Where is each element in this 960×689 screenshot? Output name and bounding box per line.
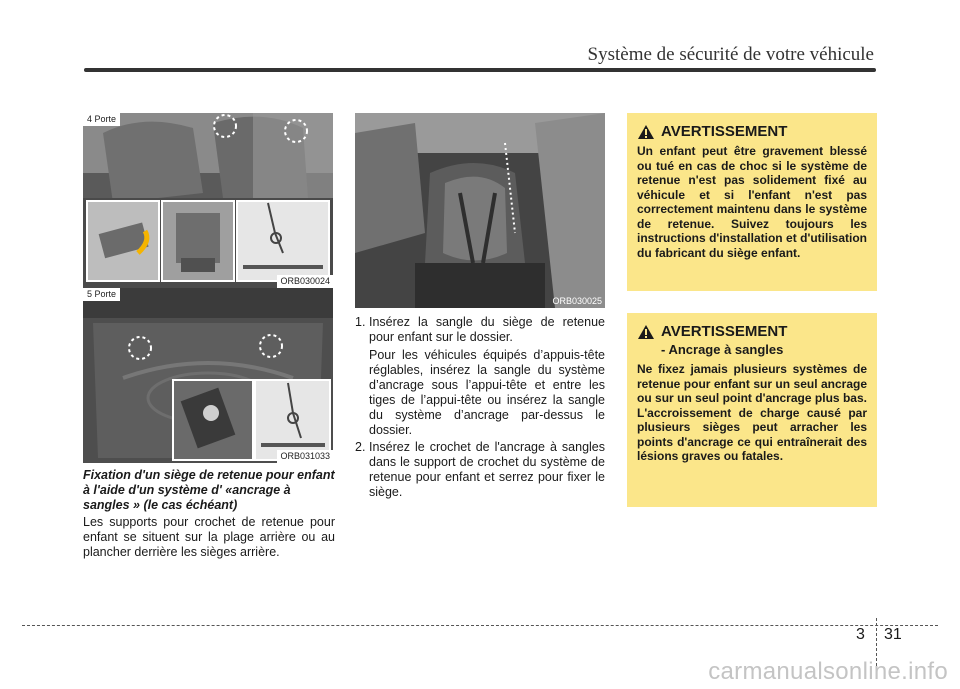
figure-code: ORB031033	[277, 450, 333, 463]
figure-tag-5-porte: 5 Porte	[83, 288, 120, 301]
step-2	[355, 440, 605, 500]
cargo-floor-photo	[83, 288, 333, 463]
warning-header	[637, 123, 867, 140]
figure-code: ORB030025	[552, 296, 602, 306]
page-header-title: Système de sécurité de votre véhicule	[587, 44, 874, 65]
warning-triangle-icon	[637, 324, 655, 340]
watermark-text: carmanualsonline.info	[708, 658, 948, 685]
child-seat-photo	[355, 113, 605, 308]
step-number: 1.	[355, 315, 366, 329]
step-text: Insérez la sangle du siège de retenue pour enfant sur le dossier.	[369, 315, 605, 344]
header-rule	[84, 68, 876, 72]
instruction-steps	[355, 315, 605, 500]
body-paragraph: Les supports pour crochet de retenue pour enfant se situent sur la plage arrière ou au plancher derrière les sièges arrière.	[83, 515, 335, 559]
warning-triangle-icon	[637, 124, 655, 140]
step-number: 2.	[355, 440, 366, 454]
warning-title: AVERTISSEMENT	[661, 123, 788, 140]
warning-box-1	[627, 113, 877, 291]
warning-subtitle: - Ancrage à sangles	[661, 342, 784, 357]
warning-text: Un enfant peut être gravement blessé ou tué en cas de choc si le système de retenue n'est pas solidement fixé au véhicule et si l'enfant n'est pas correctement maintenu dans le système de retenue. Suivez toujours les instructions d'installation et d'utilisation du fabricant du siège enfant.	[637, 144, 867, 260]
figure-code: ORB030024	[277, 275, 333, 288]
step-1-detail: Pour les véhicules équipés d’appuis-tête réglables, insérez la sangle du système d’ancrage sous l’appui-tête et entre les tiges de l’appui-tête ou insérez la sangle du système d’ancrage par-dessus le dossier.	[369, 348, 605, 437]
figure-4-porte	[83, 113, 333, 288]
section-number: 3	[856, 626, 865, 643]
figure-tag-4-porte: 4 Porte	[83, 113, 120, 126]
rear-seat-photo	[83, 113, 333, 288]
warning-header	[637, 323, 867, 340]
step-1	[355, 315, 605, 345]
figure-child-seat	[355, 113, 605, 308]
figure-caption: Fixation d'un siège de retenue pour enfant à l'aide d'un système d' «ancrage à sangles » (le cas échéant)	[83, 468, 335, 512]
warning-title: AVERTISSEMENT	[661, 323, 788, 340]
step-text: Insérez le crochet de l'ancrage à sangles dans le support de crochet du système de retenue pour enfant et serrez pour fixer le siège.	[369, 440, 605, 499]
page-number: 31	[884, 626, 902, 643]
warning-text: Ne fixez jamais plusieurs systèmes de retenue pour enfant sur un seul ancrage ou sur un seul point d'ancrage plus bas. L'accroissement de charge causé par plusieurs sièges peut arracher les points d'ancrage ce qui entraînerait des lésions graves ou fatales.	[637, 362, 867, 463]
warning-box-2	[627, 313, 877, 507]
figure-5-porte	[83, 288, 333, 463]
footer-rule	[22, 625, 938, 626]
